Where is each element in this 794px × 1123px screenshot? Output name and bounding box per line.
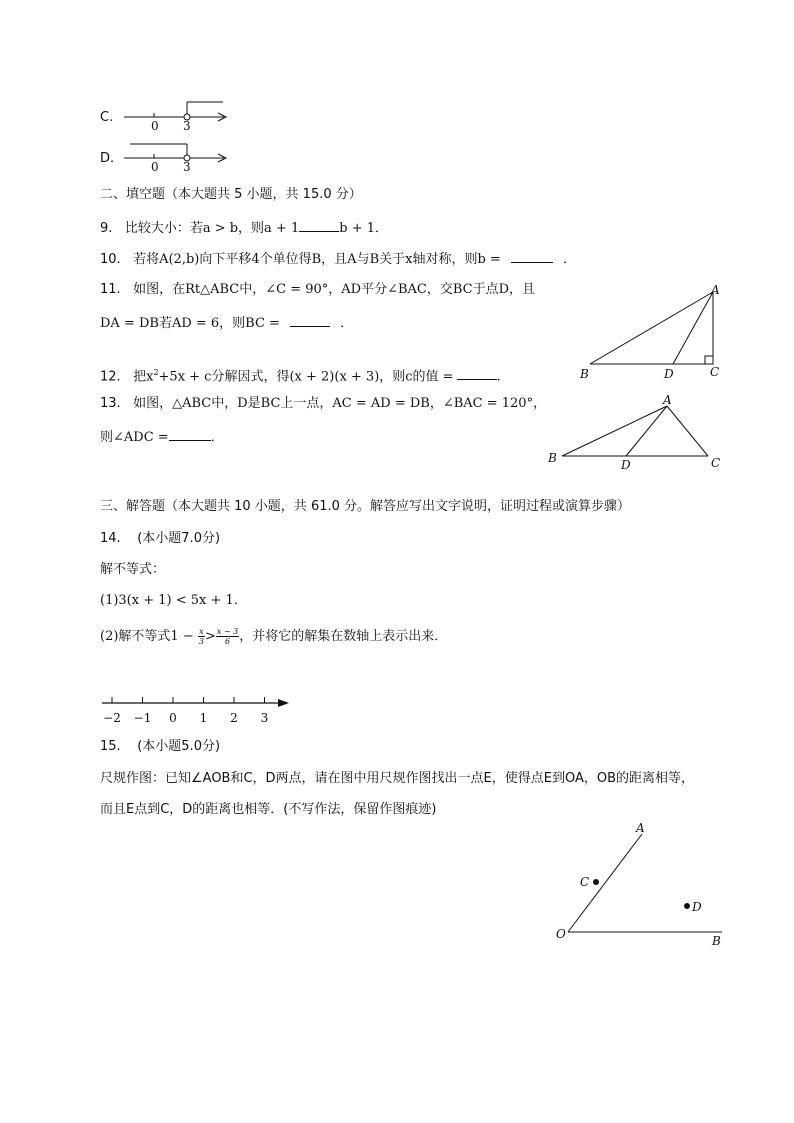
- vertex-a: A: [663, 393, 672, 407]
- option-c-number-line: [120, 98, 240, 136]
- figure-triangle-abc-2: [540, 392, 730, 472]
- vertex-c: C: [711, 456, 721, 470]
- question-tail: ．: [210, 430, 224, 445]
- point-a: A: [636, 821, 645, 835]
- figure-right-triangle-abc: [575, 282, 735, 382]
- question-tail: ．: [340, 316, 354, 331]
- point-d: D: [692, 900, 702, 914]
- question-text-cont: +5x + c分解因式，得(x + 2)(x + 3)，则c的值 =: [158, 369, 454, 385]
- axis-tick-label: 3: [260, 711, 269, 725]
- answer-blank: [511, 249, 553, 263]
- question-15-header: [100, 738, 220, 756]
- section-2-heading: 二、填空题（本大题共 5 小题，共 15.0 分）: [100, 187, 362, 202]
- question-14-part-2: [100, 627, 447, 646]
- part-2-suffix: ，并将它的解集在数轴上表示出来．: [239, 629, 448, 644]
- axis-tick-label: −1: [133, 711, 152, 725]
- axis-tick-label: 0: [169, 711, 177, 725]
- question-tail: b + 1．: [339, 221, 388, 236]
- fraction-x-over-3: $\frac{x}{3}$: [198, 627, 204, 646]
- answer-blank: [299, 218, 339, 232]
- tick-0: 0: [151, 160, 159, 174]
- tick-3: 3: [183, 160, 191, 174]
- question-score: (本小题7.0分): [137, 531, 221, 546]
- question-12: [100, 364, 501, 386]
- vertex-d: D: [664, 367, 674, 381]
- answer-blank: [457, 366, 497, 380]
- tick-0: 0: [151, 119, 159, 133]
- question-number: 11.: [100, 282, 121, 297]
- figure-angle-aob: [550, 820, 730, 950]
- answer-blank: [290, 313, 330, 327]
- tick-3: 3: [183, 119, 191, 133]
- question-tail: ．: [563, 252, 577, 267]
- question-9: [100, 218, 388, 238]
- question-10: [100, 249, 576, 269]
- question-15-line-2: 而且E点到C，D的距离也相等．(不写作法，保留作图痕迹): [100, 802, 437, 817]
- greater-than: >: [204, 629, 216, 644]
- question-11-line-1: [100, 281, 535, 299]
- question-13-line-1: [100, 395, 546, 413]
- point-c: C: [580, 875, 590, 889]
- option-c-label: C.: [100, 110, 114, 125]
- vertex-c: C: [710, 365, 720, 379]
- part-2-prefix: (2)解不等式1 −: [100, 629, 194, 644]
- question-number: 15.: [100, 739, 121, 754]
- point-b: B: [712, 934, 721, 948]
- question-score: (本小题5.0分): [137, 739, 221, 754]
- question-text: 则∠ADC =: [100, 430, 169, 445]
- axis-tick-label: −2: [103, 711, 121, 725]
- question-text: 把x: [133, 369, 154, 385]
- question-14-part-1: (1)3(x + 1) < 5x + 1．: [100, 593, 247, 608]
- question-number: 9.: [100, 221, 113, 236]
- vertex-b: B: [548, 451, 557, 465]
- vertex-d: D: [621, 458, 631, 472]
- question-15-line-1: 尺规作图：已知∠AOB和C，D两点，请在图中用尺规作图找出一点E，使得点E到OA，OB的距离相等，: [100, 771, 695, 786]
- question-text: DA = DB若AD = 6，则BC =: [100, 316, 280, 331]
- point-o: O: [556, 927, 566, 941]
- option-d-number-line: [120, 140, 240, 178]
- question-number: 12.: [100, 369, 121, 385]
- exponent: 2: [153, 368, 159, 377]
- question-number: 13.: [100, 396, 121, 411]
- question-13-line-2: [100, 427, 224, 447]
- vertex-b: B: [580, 367, 589, 381]
- vertex-a: A: [711, 283, 720, 297]
- question-14-header: [100, 530, 220, 548]
- section-3-heading: 三、解答题（本大题共 10 小题，共 61.0 分。解答应写出文字说明，证明过程或演算步骤）: [100, 499, 631, 514]
- question-text: 若将A(2,b)向下平移4个单位得B，且A与B关于x轴对称，则b =: [133, 252, 501, 267]
- question-text: 如图，在Rt△ABC中，∠C = 90°，AD平分∠BAC，交BC于点D，且: [133, 282, 536, 297]
- question-number: 14.: [100, 531, 121, 546]
- question-14-prompt: 解不等式：: [100, 562, 166, 577]
- axis-tick-label: 2: [230, 711, 238, 725]
- question-text: 比较大小：若a > b，则a + 1: [124, 221, 300, 236]
- question-text: 如图，△ABC中，D是BC上一点，AC = AD = DB，∠BAC = 120°，: [133, 396, 547, 411]
- axis-tick-label: 1: [199, 711, 208, 725]
- fraction-x-minus-3-over-6: $\frac{x - 3}{6}$: [216, 627, 239, 646]
- question-number: 10.: [100, 252, 121, 267]
- question-tail: .: [496, 369, 501, 385]
- question-11-line-2: [100, 313, 353, 333]
- number-line-14: [100, 692, 300, 728]
- answer-blank: [169, 427, 211, 441]
- option-d-label: D.: [100, 151, 115, 166]
